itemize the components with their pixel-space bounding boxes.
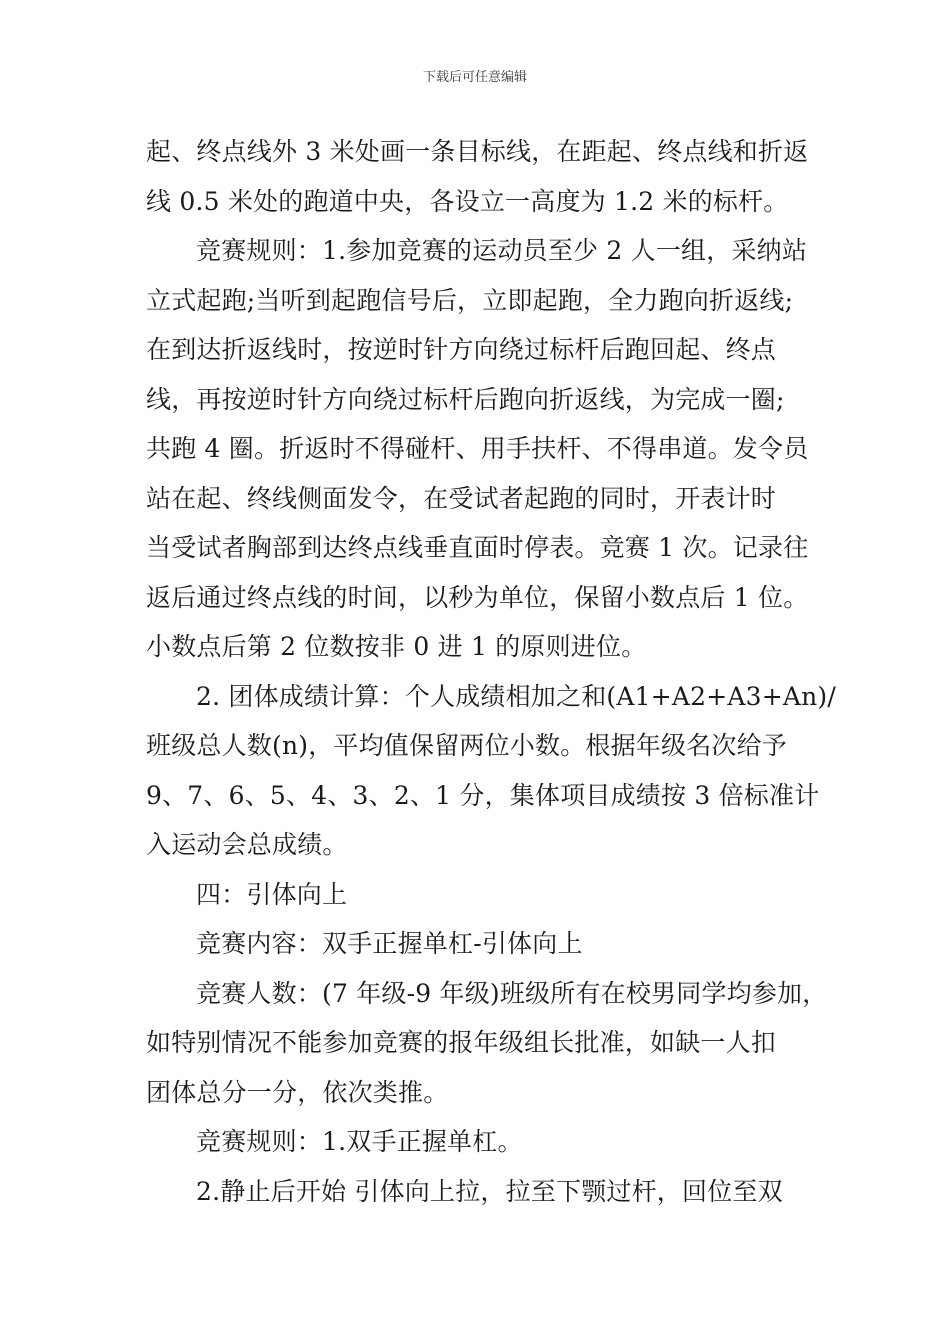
text-line: 班级总人数(n)，平均值保留两位小数。根据年级名次给予 xyxy=(146,731,788,760)
text-line: 竞赛规则：1.参加竞赛的运动员至少 2 人一组，采纳站 xyxy=(196,236,808,265)
text-line: 如特别情况不能参加竞赛的报年级组长批准，如缺一人扣 xyxy=(146,1028,777,1057)
text-line: 线 0.5 米处的跑道中央，各设立一高度为 1.2 米的标杆。 xyxy=(146,186,789,216)
text-line: 在到达折返线时，按逆时针方向绕过标杆后跑回起、终点 xyxy=(146,335,777,364)
text-line: 起、终点线外 3 米处画一条目标线，在距起、终点线和折返 xyxy=(146,137,809,166)
text-line: 竞赛内容：双手正握单杠-引体向上 xyxy=(196,929,583,958)
text-line: 小数点后第 2 位数按非 0 进 1 的原则进位。 xyxy=(146,632,647,661)
text-line: 线，再按逆时针方向绕过标杆后跑向折返线，为完成一圈; xyxy=(146,384,785,414)
text-line: 当受试者胸部到达终点线垂直面时停表。竞赛 1 次。记录往 xyxy=(146,533,809,562)
text-line: 立式起跑;当听到起跑信号后，立即起跑，全力跑向折返线; xyxy=(146,285,794,315)
text-line: 2.静止后开始 引体向上拉，拉至下颚过杆，回位至双 xyxy=(196,1176,783,1206)
text-line: 2. 团体成绩计算：个人成绩相加之和(A1+A2+A3+An)/ xyxy=(196,681,837,711)
text-line: 团体总分一分，依次类推。 xyxy=(146,1077,449,1107)
text-line: 竞赛规则：1.双手正握单杠。 xyxy=(196,1127,523,1156)
document-body xyxy=(146,127,837,1216)
text-line: 9、7、6、5、4、3、2、1 分，集体项目成绩按 3 倍标准计 xyxy=(146,780,820,810)
text-line: 共跑 4 圈。折返时不得碰杆、用手扶杆、不得串道。发令员 xyxy=(146,434,809,463)
text-line: 竞赛人数：(7 年级-9 年级)班级所有在校男同学均参加， xyxy=(196,978,828,1008)
section-heading: 四：引体向上 xyxy=(196,879,348,909)
text-line: 返后通过终点线的时间，以秒为单位，保留小数点后 1 位。 xyxy=(146,582,809,612)
text-line: 入运动会总成绩。 xyxy=(146,830,348,859)
text-line: 站在起、终线侧面发令，在受试者起跑的同时，开表计时 xyxy=(146,483,777,513)
page-header: 下载后可任意编辑 xyxy=(422,70,527,85)
